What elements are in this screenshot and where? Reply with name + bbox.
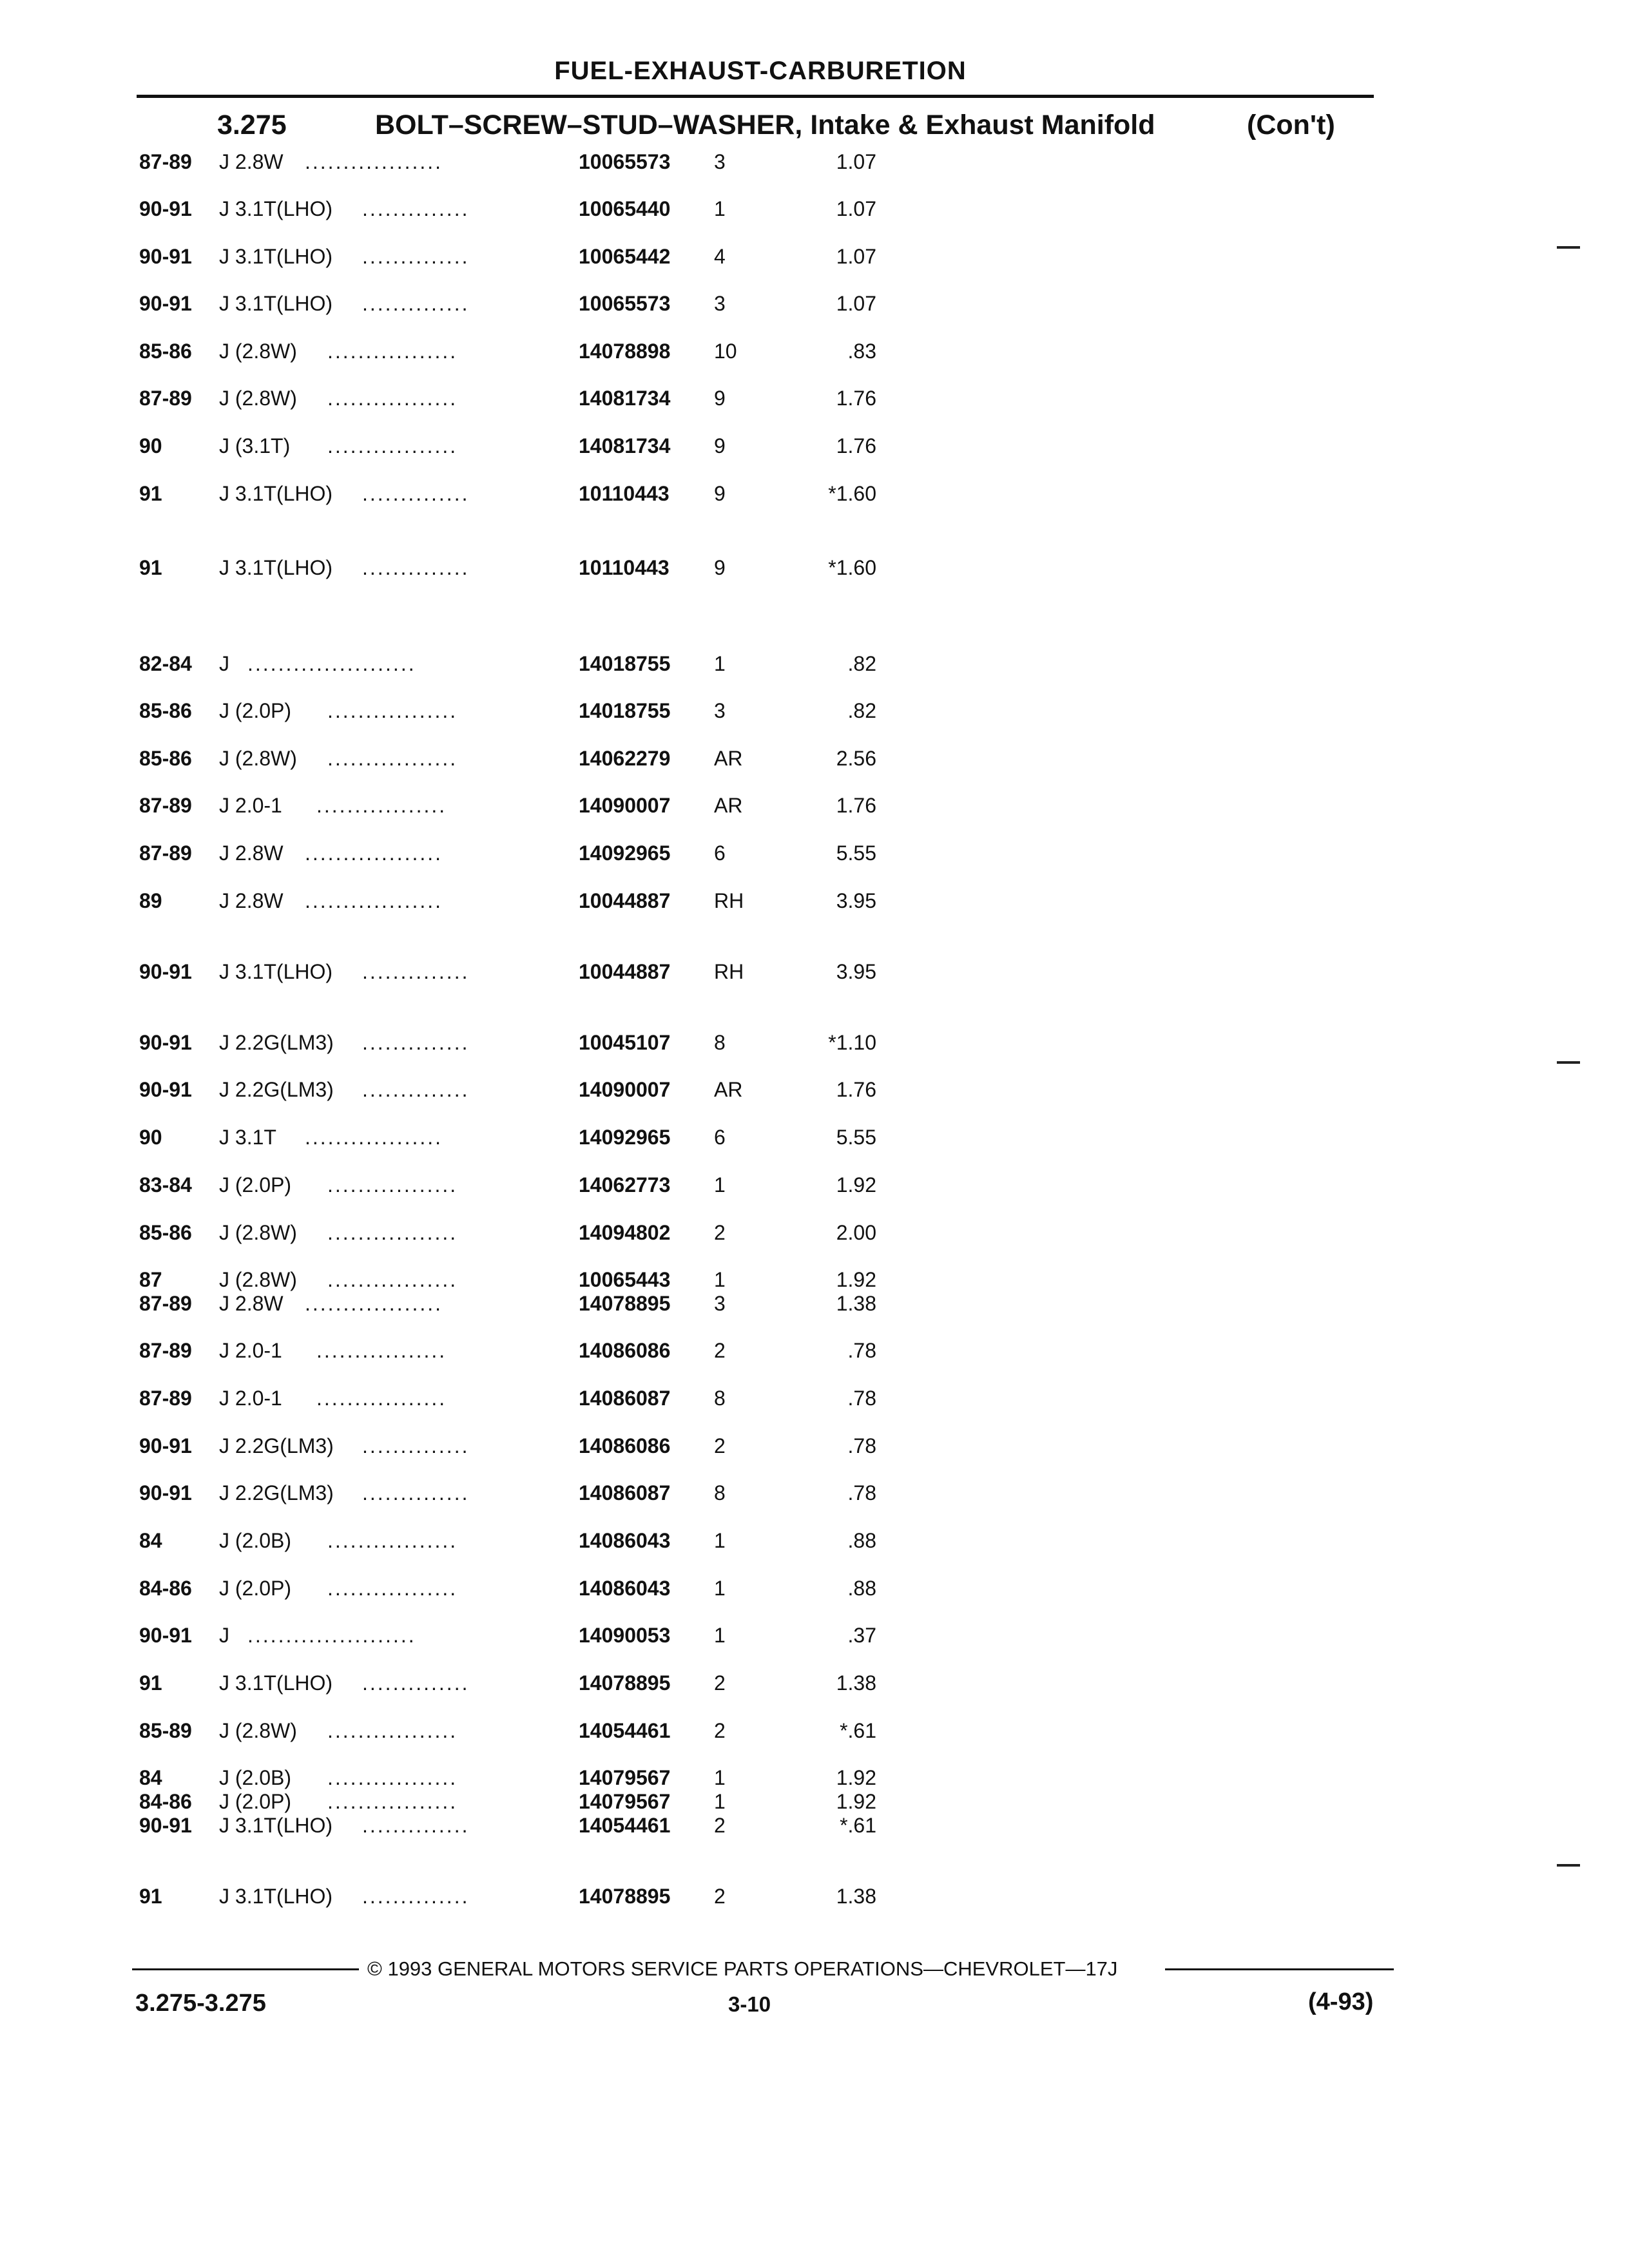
row-quantity: 2	[714, 1814, 726, 1837]
leader-dots: ..................	[305, 150, 443, 173]
row-years: 84-86	[139, 1790, 192, 1813]
row-years: 90-91	[139, 292, 192, 315]
row-application: J (2.8W)	[219, 340, 297, 363]
row-part-number: 14054461	[579, 1814, 671, 1837]
row-price: 1.76	[836, 434, 876, 457]
row-price: 1.07	[836, 245, 876, 268]
row-quantity: 6	[714, 1126, 726, 1149]
row-application: J 2.8W	[219, 1292, 284, 1315]
row-part-number: 14092965	[579, 841, 671, 865]
row-years: 90	[139, 434, 162, 457]
row-price: .88	[847, 1577, 876, 1600]
row-quantity: 1	[714, 1529, 726, 1552]
row-quantity: 10	[714, 340, 737, 363]
row-price: .83	[847, 340, 876, 363]
row-quantity: 2	[714, 1339, 726, 1362]
row-application: J	[219, 652, 229, 675]
row-years: 91	[139, 1671, 162, 1695]
leader-dots: .................	[327, 1577, 458, 1600]
leader-dots: .................	[327, 747, 458, 770]
row-price: 1.76	[836, 794, 876, 817]
row-part-number: 10044887	[579, 889, 671, 912]
row-part-number: 14079567	[579, 1766, 671, 1789]
row-years: 87-89	[139, 387, 192, 410]
row-years: 90-91	[139, 1481, 192, 1504]
row-price: 3.95	[836, 960, 876, 983]
row-quantity: 3	[714, 699, 726, 722]
row-years: 84	[139, 1766, 162, 1789]
row-price: *.61	[840, 1719, 876, 1742]
row-quantity: 3	[714, 292, 726, 315]
leader-dots: ..................	[305, 841, 443, 865]
row-price: 5.55	[836, 841, 876, 865]
row-quantity: RH	[714, 960, 744, 983]
section-number: 3.275	[217, 110, 287, 140]
leader-dots: ......................	[247, 652, 416, 675]
row-application: J 3.1T(LHO)	[219, 292, 333, 315]
row-application: J (2.0P)	[219, 699, 292, 722]
row-price: *1.10	[828, 1031, 876, 1054]
row-years: 85-89	[139, 1719, 192, 1742]
row-application: J (2.0P)	[219, 1790, 292, 1813]
leader-dots: ..................	[305, 1126, 443, 1149]
row-part-number: 10065440	[579, 197, 671, 220]
row-years: 91	[139, 482, 162, 505]
row-part-number: 10065573	[579, 150, 671, 173]
margin-mark	[1557, 1864, 1580, 1867]
leader-dots: ..............	[362, 556, 470, 579]
page-header-title: FUEL-EXHAUST-CARBURETION	[554, 57, 967, 85]
row-part-number: 10065443	[579, 1268, 671, 1291]
row-quantity: 1	[714, 1624, 726, 1647]
row-part-number: 14054461	[579, 1719, 671, 1742]
row-application: J	[219, 1624, 229, 1647]
row-part-number: 10110443	[579, 482, 670, 505]
row-price: *1.60	[828, 482, 876, 505]
row-price: 1.76	[836, 1078, 876, 1101]
leader-dots: .................	[327, 1790, 458, 1813]
row-price: 1.07	[836, 150, 876, 173]
footer-date: (4-93)	[1308, 1988, 1374, 2015]
leader-dots: .................	[327, 1268, 458, 1291]
row-quantity: 4	[714, 245, 726, 268]
row-application: J (2.8W)	[219, 387, 297, 410]
row-price: .78	[847, 1481, 876, 1504]
row-part-number: 14086043	[579, 1529, 671, 1552]
leader-dots: .................	[327, 434, 458, 457]
row-quantity: 8	[714, 1481, 726, 1504]
row-price: .82	[847, 699, 876, 722]
row-application: J 3.1T(LHO)	[219, 1671, 333, 1695]
row-quantity: 2	[714, 1719, 726, 1742]
row-quantity: 1	[714, 1577, 726, 1600]
row-application: J 2.0-1	[219, 794, 282, 817]
row-years: 90-91	[139, 1814, 192, 1837]
row-price: 1.76	[836, 387, 876, 410]
row-price: .78	[847, 1387, 876, 1410]
row-years: 90-91	[139, 1031, 192, 1054]
leader-dots: .................	[327, 1766, 458, 1789]
row-years: 85-86	[139, 747, 192, 770]
row-part-number: 14079567	[579, 1790, 671, 1813]
row-years: 87-89	[139, 1292, 192, 1315]
row-price: .37	[847, 1624, 876, 1647]
row-part-number: 14086086	[579, 1339, 671, 1362]
row-years: 87-89	[139, 794, 192, 817]
row-part-number: 14086087	[579, 1481, 671, 1504]
leader-dots: .................	[327, 1719, 458, 1742]
row-quantity: 1	[714, 1766, 726, 1789]
leader-dots: ......................	[247, 1624, 416, 1647]
row-quantity: 3	[714, 150, 726, 173]
leader-dots: ..............	[362, 1481, 470, 1504]
row-quantity: 2	[714, 1671, 726, 1695]
row-part-number: 14062279	[579, 747, 671, 770]
row-quantity: 2	[714, 1885, 726, 1908]
row-application: J (2.8W)	[219, 747, 297, 770]
row-years: 87-89	[139, 1387, 192, 1410]
row-quantity: 2	[714, 1434, 726, 1457]
row-part-number: 14086043	[579, 1577, 671, 1600]
row-price: 1.92	[836, 1268, 876, 1291]
leader-dots: ..............	[362, 1671, 470, 1695]
row-years: 90-91	[139, 1624, 192, 1647]
row-application: J (2.0B)	[219, 1766, 292, 1789]
leader-dots: ..............	[362, 960, 470, 983]
row-years: 90-91	[139, 960, 192, 983]
row-application: J 2.2G(LM3)	[219, 1078, 334, 1101]
row-part-number: 14090007	[579, 794, 671, 817]
row-price: 1.38	[836, 1885, 876, 1908]
row-years: 85-86	[139, 699, 192, 722]
row-application: J (2.0P)	[219, 1577, 292, 1600]
row-application: J 2.0-1	[219, 1339, 282, 1362]
row-application: J 3.1T(LHO)	[219, 482, 333, 505]
row-application: J 3.1T(LHO)	[219, 245, 333, 268]
row-price: *1.60	[828, 556, 876, 579]
row-price: .82	[847, 652, 876, 675]
row-part-number: 14062773	[579, 1173, 671, 1196]
row-years: 90-91	[139, 197, 192, 220]
row-years: 91	[139, 556, 162, 579]
row-application: J 3.1T(LHO)	[219, 960, 333, 983]
row-part-number: 14078895	[579, 1671, 671, 1695]
row-quantity: 1	[714, 1268, 726, 1291]
leader-dots: .................	[327, 1173, 458, 1196]
row-quantity: 1	[714, 652, 726, 675]
row-quantity: 9	[714, 434, 726, 457]
footer-copyright: © 1993 GENERAL MOTORS SERVICE PARTS OPERATIONS—CHEVROLET—17J	[367, 1957, 1118, 1980]
row-price: 5.55	[836, 1126, 876, 1149]
row-part-number: 14018755	[579, 652, 671, 675]
row-application: J (2.0P)	[219, 1173, 292, 1196]
row-price: 1.38	[836, 1671, 876, 1695]
leader-dots: ..............	[362, 197, 470, 220]
footer-rule-left	[132, 1968, 359, 1970]
row-quantity: 1	[714, 1173, 726, 1196]
leader-dots: ..............	[362, 1885, 470, 1908]
row-application: J 3.1T(LHO)	[219, 1814, 333, 1837]
row-part-number: 10044887	[579, 960, 671, 983]
row-application: J (2.0B)	[219, 1529, 292, 1552]
row-application: J 3.1T(LHO)	[219, 197, 333, 220]
row-years: 84-86	[139, 1577, 192, 1600]
row-quantity: 3	[714, 1292, 726, 1315]
leader-dots: ..................	[305, 1292, 443, 1315]
row-quantity: 6	[714, 841, 726, 865]
row-price: .88	[847, 1529, 876, 1552]
row-price: .78	[847, 1434, 876, 1457]
row-quantity: RH	[714, 889, 744, 912]
row-application: J 2.8W	[219, 150, 284, 173]
leader-dots: .................	[327, 340, 458, 363]
row-quantity: 9	[714, 482, 726, 505]
row-part-number: 14081734	[579, 387, 671, 410]
row-application: J 2.0-1	[219, 1387, 282, 1410]
row-part-number: 14086086	[579, 1434, 671, 1457]
row-price: 1.38	[836, 1292, 876, 1315]
row-years: 91	[139, 1885, 162, 1908]
row-part-number: 14090053	[579, 1624, 671, 1647]
section-continued: (Con't)	[1247, 110, 1335, 140]
row-price: .78	[847, 1339, 876, 1362]
row-part-number: 10065442	[579, 245, 671, 268]
row-years: 90-91	[139, 1078, 192, 1101]
row-application: J (3.1T)	[219, 434, 291, 457]
row-quantity: 9	[714, 556, 726, 579]
row-part-number: 14078898	[579, 340, 671, 363]
row-years: 90	[139, 1126, 162, 1149]
row-application: J 2.2G(LM3)	[219, 1031, 334, 1054]
leader-dots: .................	[316, 1387, 447, 1410]
leader-dots: ..............	[362, 1434, 470, 1457]
row-application: J 2.8W	[219, 841, 284, 865]
row-quantity: AR	[714, 794, 743, 817]
leader-dots: .................	[316, 1339, 447, 1362]
row-application: J (2.8W)	[219, 1268, 297, 1291]
row-years: 87	[139, 1268, 162, 1291]
row-years: 83-84	[139, 1173, 192, 1196]
leader-dots: ..............	[362, 482, 470, 505]
leader-dots: ..............	[362, 245, 470, 268]
section-title: BOLT–SCREW–STUD–WASHER, Intake & Exhaust Manifold	[375, 110, 1155, 140]
row-years: 90-91	[139, 1434, 192, 1457]
footer-rule-right	[1165, 1968, 1394, 1970]
row-price: 1.07	[836, 197, 876, 220]
row-years: 90-91	[139, 245, 192, 268]
row-part-number: 14078895	[579, 1885, 671, 1908]
row-application: J (2.8W)	[219, 1719, 297, 1742]
leader-dots: ..................	[305, 889, 443, 912]
row-years: 87-89	[139, 1339, 192, 1362]
row-quantity: 1	[714, 197, 726, 220]
row-part-number: 10110443	[579, 556, 670, 579]
row-years: 87-89	[139, 841, 192, 865]
row-application: J 3.1T(LHO)	[219, 556, 333, 579]
row-years: 85-86	[139, 340, 192, 363]
row-part-number: 10045107	[579, 1031, 671, 1054]
row-part-number: 14018755	[579, 699, 671, 722]
leader-dots: ..............	[362, 1031, 470, 1054]
row-quantity: 1	[714, 1790, 726, 1813]
row-quantity: AR	[714, 1078, 743, 1101]
row-quantity: 8	[714, 1031, 726, 1054]
row-price: 1.92	[836, 1766, 876, 1789]
leader-dots: .................	[327, 699, 458, 722]
margin-mark	[1557, 246, 1580, 249]
leader-dots: ..............	[362, 1814, 470, 1837]
row-quantity: 8	[714, 1387, 726, 1410]
row-part-number: 14081734	[579, 434, 671, 457]
row-years: 87-89	[139, 150, 192, 173]
leader-dots: ..............	[362, 1078, 470, 1101]
row-price: 1.07	[836, 292, 876, 315]
footer-page-number: 3-10	[728, 1992, 771, 2016]
row-application: J 2.8W	[219, 889, 284, 912]
leader-dots: .................	[327, 387, 458, 410]
row-quantity: 9	[714, 387, 726, 410]
row-price: 3.95	[836, 889, 876, 912]
row-quantity: AR	[714, 747, 743, 770]
row-part-number: 14086087	[579, 1387, 671, 1410]
row-part-number: 14078895	[579, 1292, 671, 1315]
row-part-number: 10065573	[579, 292, 671, 315]
row-price: 1.92	[836, 1173, 876, 1196]
row-years: 85-86	[139, 1221, 192, 1244]
row-application: J 3.1T	[219, 1126, 276, 1149]
row-years: 82-84	[139, 652, 192, 675]
row-part-number: 14090007	[579, 1078, 671, 1101]
row-part-number: 14094802	[579, 1221, 671, 1244]
leader-dots: .................	[316, 794, 447, 817]
row-price: 2.00	[836, 1221, 876, 1244]
row-application: J 2.2G(LM3)	[219, 1481, 334, 1504]
leader-dots: .................	[327, 1529, 458, 1552]
row-application: J 2.2G(LM3)	[219, 1434, 334, 1457]
row-years: 89	[139, 889, 162, 912]
leader-dots: .................	[327, 1221, 458, 1244]
margin-mark	[1557, 1061, 1580, 1064]
row-price: *.61	[840, 1814, 876, 1837]
row-quantity: 2	[714, 1221, 726, 1244]
row-price: 2.56	[836, 747, 876, 770]
footer-section-range: 3.275-3.275	[135, 1990, 266, 2017]
leader-dots: ..............	[362, 292, 470, 315]
row-price: 1.92	[836, 1790, 876, 1813]
row-application: J 3.1T(LHO)	[219, 1885, 333, 1908]
row-years: 84	[139, 1529, 162, 1552]
row-application: J (2.8W)	[219, 1221, 297, 1244]
row-part-number: 14092965	[579, 1126, 671, 1149]
